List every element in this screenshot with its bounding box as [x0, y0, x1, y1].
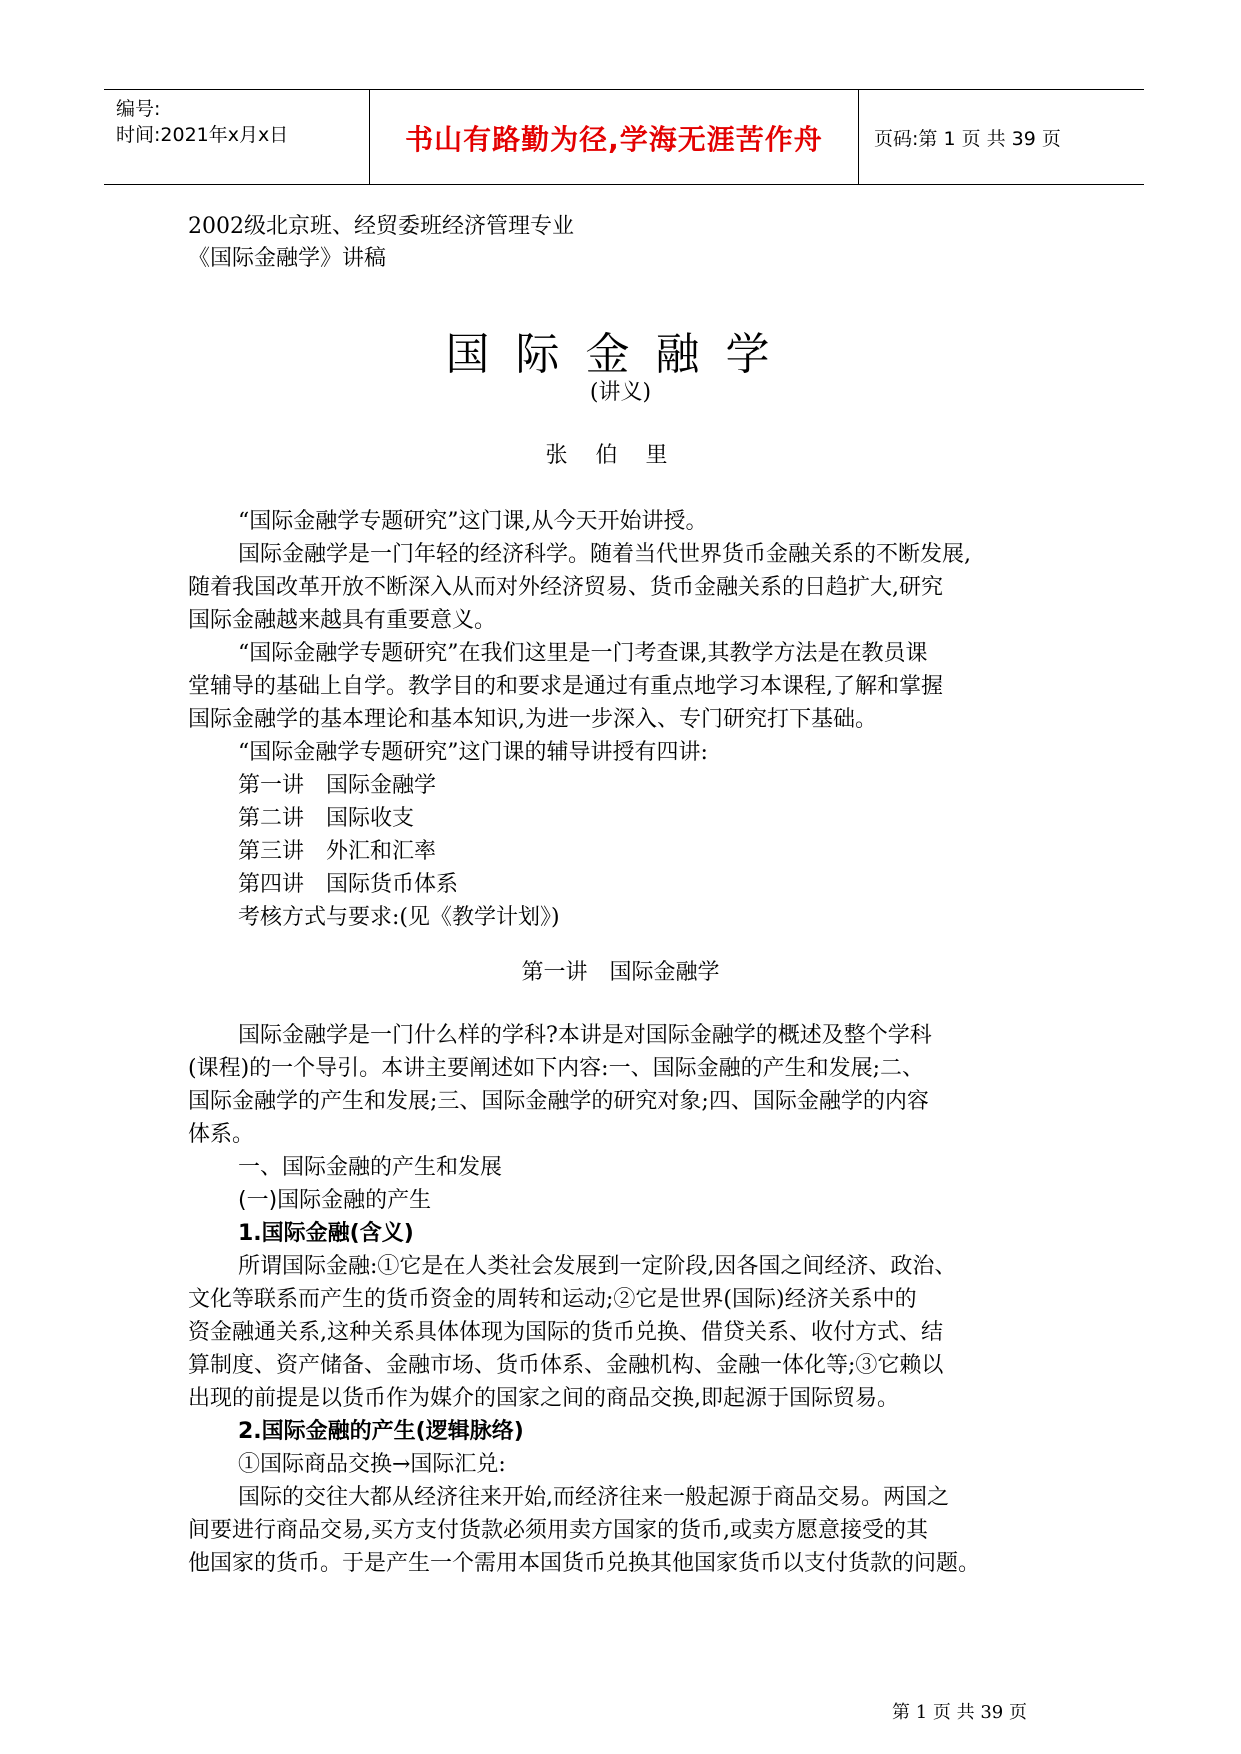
- paragraph-line: 国际金融越来越具有重要意义。: [188, 608, 497, 633]
- body-line: 国际的交往大都从经济往来开始,而经济往来一般起源于商品交易。两国之: [238, 1485, 949, 1510]
- body-line: 资金融通关系,这种关系具体体现为国际的货币兑换、借贷关系、收付方式、结: [188, 1320, 943, 1345]
- subsection-heading: (一)国际金融的产生: [238, 1188, 432, 1213]
- body-line: 算制度、资产储备、金融市场、货币体系、金融机构、金融一体化等;③它赖以: [188, 1353, 944, 1378]
- numbered-heading: 1.国际金融(含义): [238, 1221, 414, 1246]
- header-meta-cell: [104, 90, 370, 184]
- paragraph-line: 随着我国改革开放不断深入从而对外经济贸易、货币金融关系的日趋扩大,研究: [188, 575, 943, 600]
- paragraph-line: 堂辅导的基础上自学。教学目的和要求是通过有重点地学习本课程,了解和掌握: [188, 674, 943, 699]
- body-line: 国际金融学是一门什么样的学科?本讲是对国际金融学的概述及整个学科: [238, 1023, 932, 1048]
- intro-line-1: 2002级北京班、经贸委班经济管理专业: [188, 214, 574, 239]
- body-line: 国际金融学的产生和发展;三、国际金融学的研究对象;四、国际金融学的内容: [188, 1089, 929, 1114]
- lecture-list-item: 第四讲 国际货币体系: [238, 872, 459, 897]
- body-line: 他国家的货币。于是产生一个需用本国货币兑换其他国家货币以支付货款的问题。: [188, 1551, 981, 1576]
- document-title: 国际金融学: [445, 329, 796, 380]
- paragraph-line: “国际金融学专题研究”这门课的辅导讲授有四讲:: [238, 740, 708, 765]
- paragraph-line: 国际金融学的基本理论和基本知识,为进一步深入、专门研究打下基础。: [188, 707, 877, 732]
- lecture-list-item: 第二讲 国际收支: [238, 806, 415, 831]
- body-line: (课程)的一个导引。本讲主要阐述如下内容:一、国际金融的产生和发展;二、: [188, 1056, 924, 1081]
- number-label: 编号:: [116, 98, 161, 120]
- section-heading: 一、国际金融的产生和发展: [238, 1155, 503, 1180]
- page-header: [104, 89, 1144, 185]
- paragraph-line: 考核方式与要求:(见《教学计划》): [238, 905, 560, 930]
- time-label: 时间:2021年x月x日: [116, 124, 289, 146]
- document-subtitle: (讲义): [589, 380, 652, 405]
- body-line: ①国际商品交换→国际汇兑:: [238, 1452, 506, 1477]
- body-line: 文化等联系而产生的货币资金的周转和运动;②它是世界(国际)经济关系中的: [188, 1287, 917, 1312]
- paragraph-line: “国际金融学专题研究”在我们这里是一门考查课,其教学方法是在教员课: [238, 641, 928, 666]
- paragraph-line: “国际金融学专题研究”这门课,从今天开始讲授。: [238, 509, 708, 534]
- header-page-cell: [860, 90, 1144, 184]
- body-line: 间要进行商品交易,买方支付货款必须用卖方国家的货币,或卖方愿意接受的其: [188, 1518, 928, 1543]
- page-footer: 第 1 页 共 39 页: [892, 1702, 1027, 1723]
- author-name: 张伯里: [545, 443, 696, 468]
- lecture-list-item: 第一讲 国际金融学: [238, 773, 437, 798]
- header-motto-cell: [370, 90, 859, 184]
- paragraph-line: 国际金融学是一门年轻的经济科学。随着当代世界货币金融关系的不断发展,: [238, 542, 971, 567]
- intro-line-2: 《国际金融学》讲稿: [188, 246, 387, 271]
- numbered-heading: 2.国际金融的产生(逻辑脉络): [238, 1419, 524, 1444]
- body-line: 体系。: [188, 1122, 255, 1147]
- body-line: 所谓国际金融:①它是在人类社会发展到一定阶段,因各国之间经济、政治、: [238, 1254, 957, 1279]
- body-line: 出现的前提是以货币作为媒介的国家之间的商品交换,即起源于国际贸易。: [188, 1386, 899, 1411]
- lecture-list-item: 第三讲 外汇和汇率: [238, 839, 437, 864]
- motto: 书山有路勤为径,学海无涯苦作舟: [405, 123, 823, 156]
- page-counter: 页码:第 1 页 共 39 页: [874, 128, 1061, 150]
- lecture-heading: 第一讲 国际金融学: [521, 960, 720, 985]
